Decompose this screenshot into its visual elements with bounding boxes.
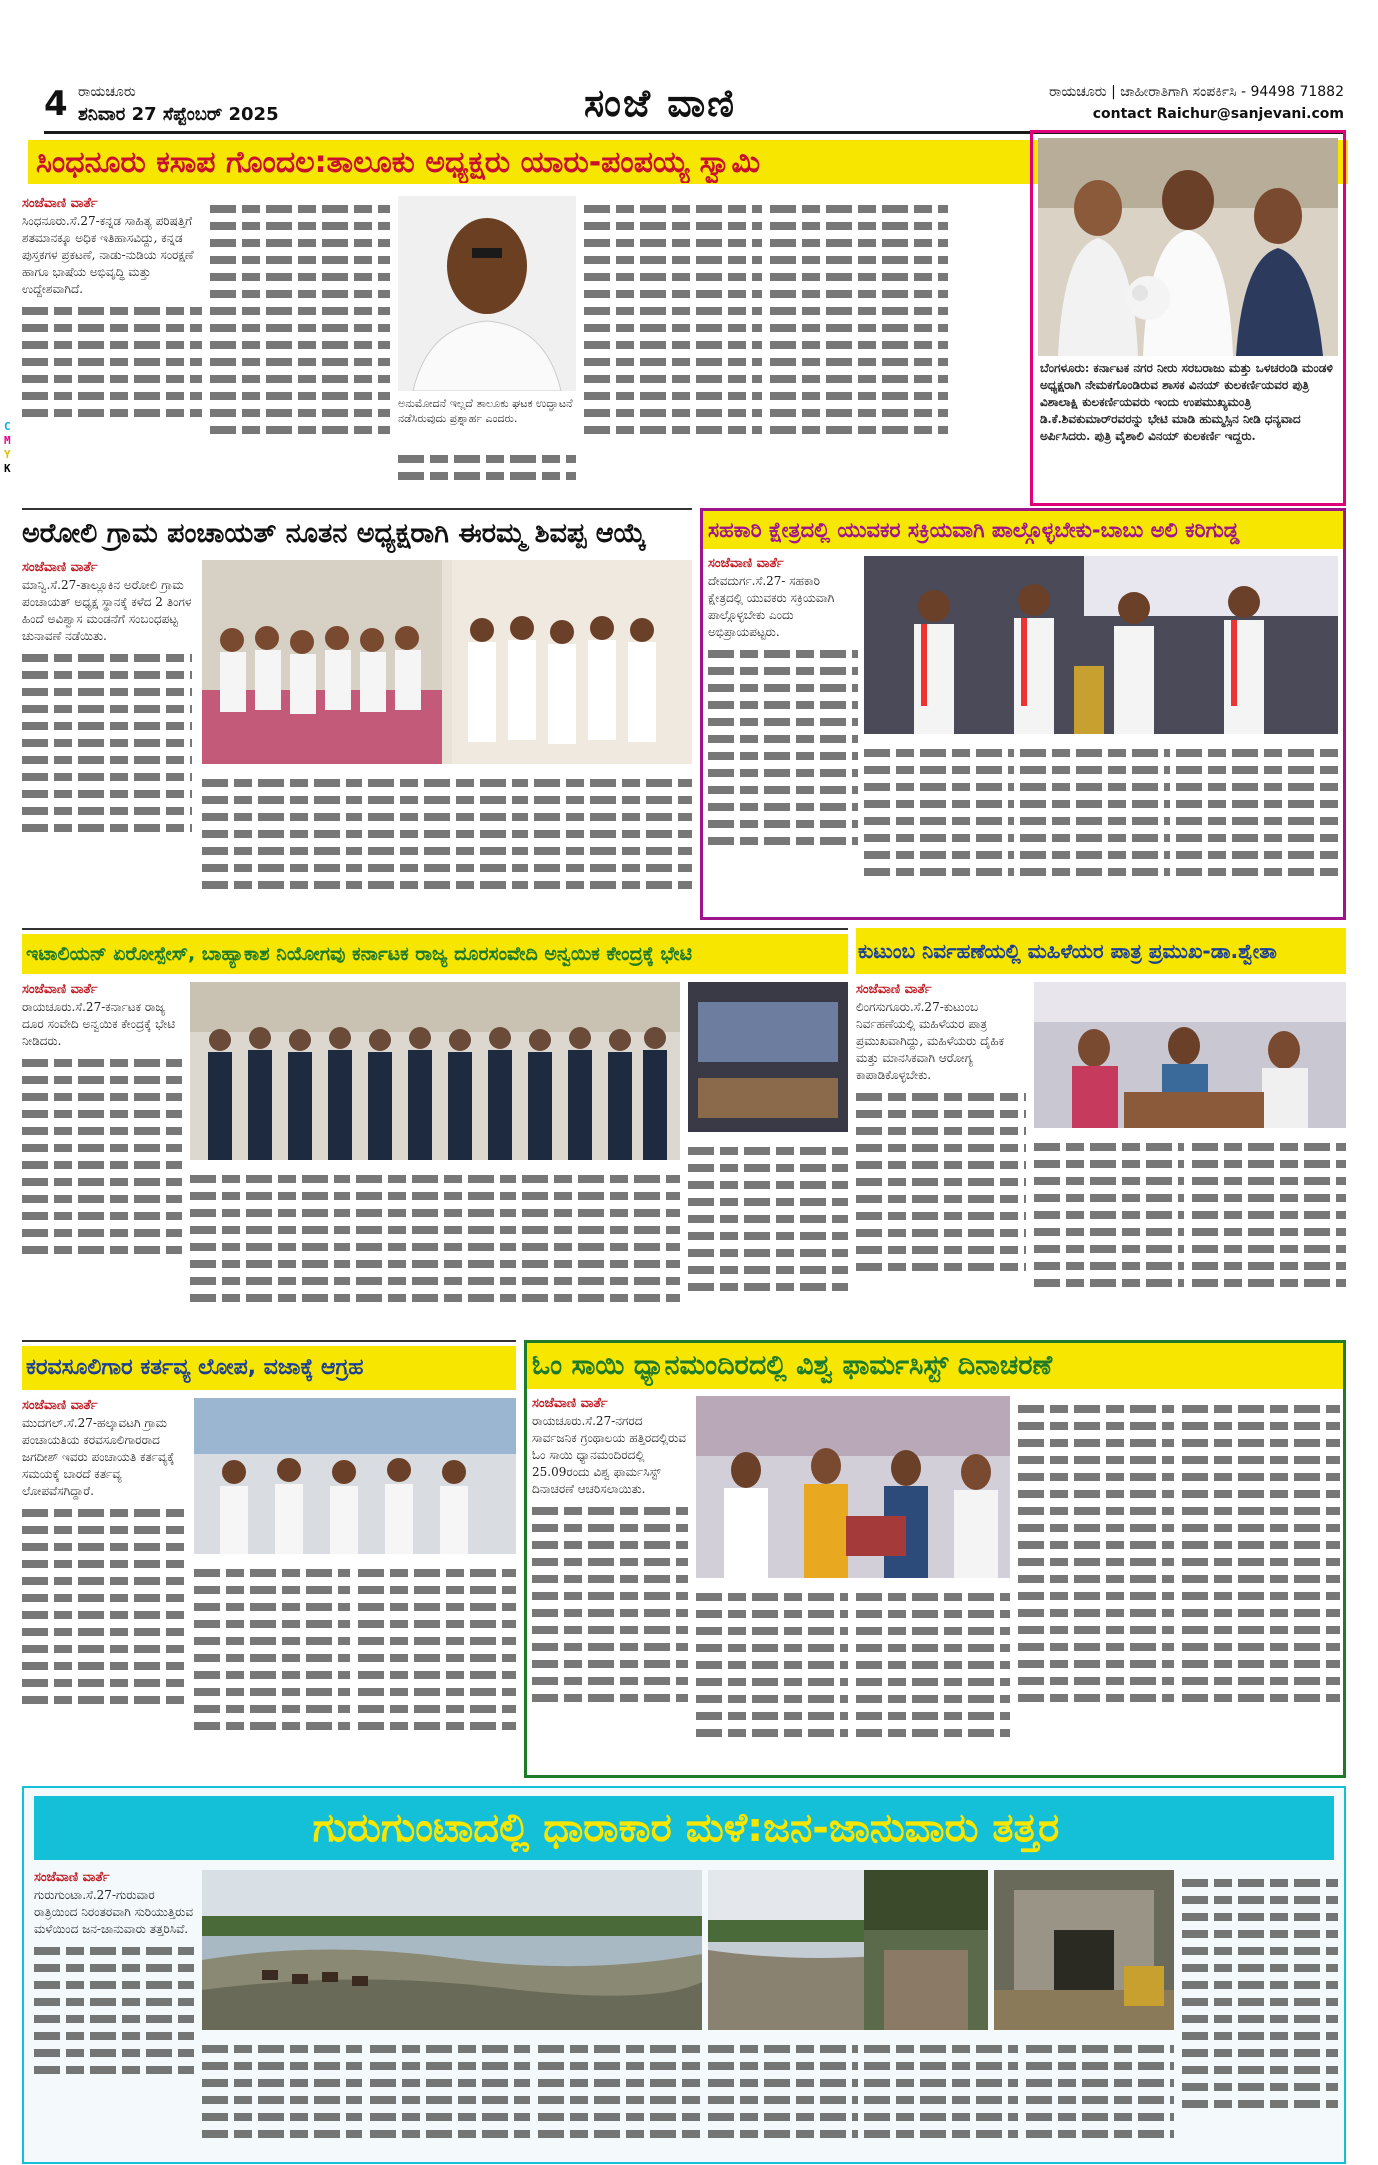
article-body [1182,1870,1338,2162]
article-body: ಸಂಜೆವಾಣಿ ವಾರ್ತೆ ಮಾನ್ವಿ.ಸೆ.27-ತಾಲ್ಲೂಕಿನ ಅರೋಲಿ ಗ್ರಾಮ ಪಂಚಾಯತ್ ಅಧ್ಯಕ್ಷ ಸ್ಥಾನಕ್ಕೆ ಕಳೆದ 2 ತಿಂಗಳ ಹಿಂದೆ ಅವಿಶ್ವಾಸ ಮಂಡನೆಗೆ ಸಂಬಂಧಪಟ್ಟ ಚುನಾವಣೆ ನಡೆಯಿತು. [22,560,192,920]
contact-email: contact Raichur@sanjevani.com [1092,106,1344,122]
divider [22,1340,516,1342]
headline-tax-collector: ಕರವಸೂಲಿಗಾರ ಕರ್ತವ್ಯ ಲೋಪ, ವಜಾಕ್ಕೆ ಆಗ್ರಹ [26,1355,364,1380]
article-body [194,1560,350,1774]
headline-cooperative: ಸಹಕಾರಿ ಕ್ಷೇತ್ರದಲ್ಲಿ ಯುವಕರ ಸಕ್ರಿಯವಾಗಿ ಪಾಲ್ಗೊಳ್ಳಬೇಕು-ಬಾಬು ಅಲಿ ಕರಿಗುಡ್ಡ [708,518,1240,542]
article-body: ಸಂಜೆವಾಣಿ ವಾರ್ತೆ ಗುರುಗುಂಟಾ.ಸೆ.27-ಗುರುವಾರ ರಾತ್ರಿಯಿಂದ ನಿರಂತರವಾಗಿ ಸುರಿಯುತ್ತಿರುವ ಮಳೆಯಿಂದ ಜನ-ಜಾನುವಾರು ತತ್ತರಿಸಿವೆ. [34,1870,194,2162]
masthead [44,80,1344,134]
flood-photo-1 [202,1870,702,2030]
headline-pharmacist-day: ಓಂ ಸಾಯಿ ಧ್ಯಾನಮಂದಿರದಲ್ಲಿ ವಿಶ್ವ ಫಾರ್ಮಸಿಸ್ಟ್ ದಿನಾಚರಣೆ [532,1350,1053,1381]
article-body: ಸಂಜೆವಾಣಿ ವಾರ್ತೆ ರಾಯಚೂರು.ಸೆ.27-ನಗರದ ಸಾರ್ವಜನಿಕ ಗ್ರಂಥಾಲಯ ಹತ್ತಿರದಲ್ಲಿರುವ ಓಂ ಸಾಯಿ ಧ್ಯಾನಮಂದಿರದಲ್ಲಿ 25.09ರಂದು ವಿಶ್ವ ಫಾರ್ಮಸಿಸ್ಟ್ ದಿನಾಚರಣೆ ಆಚರಿಸಲಾಯಿತು. [532,1396,688,1772]
article-body [522,1166,680,1332]
edition-info: ರಾಯಚೂರು | ಜಾಹೀರಾತಿಗಾಗಿ ಸಂಪರ್ಕಿಸಿ - 94498 71882 [1048,84,1344,100]
article-body [696,1584,848,1772]
article-lead: ರಾಯಚೂರು.ಸೆ.27-ಕರ್ನಾಟಕ ರಾಜ್ಯ ದೂರ ಸಂವೇದಿ ಅನ್ವಯಿಕ ಕೇಂದ್ರಕ್ಕೆ ಭೇಟಿ ನೀಡಿದರು. [22,1000,176,1048]
article-body [1020,740,1170,914]
divider [22,508,692,510]
article-body [356,1166,516,1332]
article-body [1026,2036,1174,2162]
felicitation-photo [696,1396,1010,1578]
article-body [202,2036,362,2162]
article-body [1192,1134,1346,1332]
article-body [398,446,576,496]
article-body [864,2036,1018,2162]
side-story-caption: ಬೆಂಗಳೂರು: ಕರ್ನಾಟಕ ನಗರ ನೀರು ಸರಬರಾಜು ಮತ್ತು ಒಳಚರಂಡಿ ಮಂಡಳಿ ಅಧ್ಯಕ್ಷರಾಗಿ ನೇಮಕಗೊಂಡಿರುವ ಶಾಸಕ ವಿನಯ್ ಕುಲಕರ್ಣಿಯವರ ಪುತ್ರಿ ವಿಶಾಲಾಕ್ಷಿ ಕುಲಕರ್ಣಿಯವರು ಇಂದು ಉಪಮುಖ್ಯಮಂತ್ರಿ ಡಿ.ಕೆ.ಶಿವಕುಮಾರ್‌ರವರನ್ನು ಭೇಟಿ ಮಾಡಿ ಹುಮ್ಮಸ್ಸಿನ ನೀಡಿ ಧನ್ಯವಾದ ಅರ್ಪಿಸಿದರು. ಪುತ್ರಿ ವೈಶಾಲಿ ವಿನಯ್ ಕುಲಕರ್ಣಿ ಇದ್ದರು. [1040,361,1333,443]
article-body [1176,740,1338,914]
divider [22,928,848,930]
article-body [370,2036,530,2162]
headline-women-role: ಕುಟುಂಬ ನಿರ್ವಹಣೆಯಲ್ಲಿ ಮಹಿಳೆಯರ ಪಾತ್ರ ಪ್ರಮುಖ-ಡಾ.ಶ್ವೇತಾ [858,939,1277,963]
panchayat-group-photo [202,560,692,764]
health-program-photo [1034,982,1346,1128]
dignitaries-photo [1038,138,1338,356]
article-body [1018,1396,1174,1772]
edition-city: ರಾಯಚೂರು [78,84,136,100]
article-body: ಸಂಜೆವಾಣಿ ವಾರ್ತೆ ರಾಯಚೂರು.ಸೆ.27-ಕರ್ನಾಟಕ ರಾಜ್ಯ ದೂರ ಸಂವೇದಿ ಅನ್ವಯಿಕ ಕೇಂದ್ರಕ್ಕೆ ಭೇಟಿ ನೀಡಿದರು. [22,982,182,1332]
edition-date: ಶನಿವಾರ 27 ಸೆಪ್ಟೆಂಬರ್ 2025 [78,104,279,125]
article-body: ಸಂಜೆವಾಣಿ ವಾರ್ತೆ ದೇವದುರ್ಗ.ಸೆ.27- ಸಹಕಾರಿ ಕ್ಷೇತ್ರದಲ್ಲಿ ಯುವಕರು ಸಕ್ರಿಯವಾಗಿ ಪಾಲ್ಗೊಳ್ಳಬೇಕು ಎಂದು ಅಭಿಪ್ರಾಯಪಟ್ಟರು. [708,556,858,914]
article-body [584,196,762,496]
meeting-photo [688,982,848,1132]
headline-aerospace: ಇಟಾಲಿಯನ್ ಏರೋಸ್ಪೇಸ್, ಬಾಹ್ಯಾಕಾಶ ನಿಯೋಗವು ಕರ್ನಾಟಕ ರಾಜ್ಯ ದೂರಸಂವೇದಿ ಅನ್ವಯಿಕ ಕೇಂದ್ರಕ್ಕೆ ಭೇಟಿ [26,943,693,965]
page-number: 4 [44,84,68,124]
cmyk-marks: C M Y K [4,420,11,475]
article-body [708,2036,858,2162]
article-lead: ಮಾನ್ವಿ.ಸೆ.27-ತಾಲ್ಲೂಕಿನ ಅರೋಲಿ ಗ್ರಾಮ ಪಂಚಾಯತ್ ಅಧ್ಯಕ್ಷ ಸ್ಥಾನಕ್ಕೆ ಕಳೆದ 2 ತಿಂಗಳ ಹಿಂದೆ ಅವಿಶ್ವಾಸ ಮಂಡನೆಗೆ ಸಂಬಂಧಪಟ್ಟ ಚುನಾವಣೆ ನಡೆಯಿತು. [22,578,192,643]
photo-caption: ಅನುಮೋದನೆ ಇಲ್ಲದೆ ತಾಲೂಕು ಘಟಕ ಉದ್ಘಾಟನೆ ನಡೆಸಿರುವುದು ಪ್ರಶ್ನಾರ್ಹ ಎಂದರು. [398,397,573,425]
article-lead: ಮುದಗಲ್.ಸೆ.27-ಹಲ್ಕಾವಟಗಿ ಗ್ರಾಮ ಪಂಚಾಯತಿಯ ಕರವಸೂಲಿಗಾರರಾದ ಜಗದೀಶ್ ಇವರು ಪಂಚಾಯತಿ ಕರ್ತವ್ಯಕ್ಕೆ ಸಮಯಕ್ಕೆ ಬಾರದೆ ಕರ್ತವ್ಯ ಲೋಪವೆಸಗಿದ್ದಾರೆ. [22,1416,175,1498]
article-lead: ದೇವದುರ್ಗ.ಸೆ.27- ಸಹಕಾರಿ ಕ್ಷೇತ್ರದಲ್ಲಿ ಯುವಕರು ಸಕ್ರಿಯವಾಗಿ ಪಾಲ್ಗೊಳ್ಳಬೇಕು ಎಂದು ಅಭಿಪ್ರಾಯಪಟ್ಟರು. [708,574,835,639]
lamp-lighting-photo [864,556,1338,734]
article-body [210,196,390,496]
article-body [864,740,1014,914]
newspaper-logo: ಸಂಜೆ ವಾಣಿ [584,80,737,125]
article-lead: ರಾಯಚೂರು.ಸೆ.27-ನಗರದ ಸಾರ್ವಜನಿಕ ಗ್ರಂಥಾಲಯ ಹತ್ತಿರದಲ್ಲಿರುವ ಓಂ ಸಾಯಿ ಧ್ಯಾನಮಂದಿರದಲ್ಲಿ 25.09ರಂದು ವಿಶ್ವ ಫಾರ್ಮಸಿಸ್ಟ್ ದಿನಾಚರಣೆ ಆಚರಿಸಲಾಯಿತು. [532,1414,686,1496]
article-body: ಸಂಜೆವಾಣಿ ವಾರ್ತೆ ಸಿಂಧನೂರು.ಸೆ.27-ಕನ್ನಡ ಸಾಹಿತ್ಯ ಪರಿಷತ್ತಿಗೆ ಶತಮಾನಕ್ಕೂ ಅಧಿಕ ಇತಿಹಾಸವಿದ್ದು, ಕನ್ನಡ ಪುಸ್ತಕಗಳ ಪ್ರಕಟಣೆ, ನಾಡು-ನುಡಿಯ ಸಂರಕ್ಷಣೆ ಹಾಗೂ ಭಾಷೆಯ ಅಭಿವೃದ್ಧಿ ಮತ್ತು ಉದ್ದೇಶವಾಗಿದೆ. [22,196,202,496]
flood-photo-3 [864,1870,988,2030]
article-body: ಸಂಜೆವಾಣಿ ವಾರ್ತೆ ಮುದಗಲ್.ಸೆ.27-ಹಲ್ಕಾವಟಗಿ ಗ್ರಾಮ ಪಂಚಾಯತಿಯ ಕರವಸೂಲಿಗಾರರಾದ ಜಗದೀಶ್ ಇವರು ಪಂಚಾಯತಿ ಕರ್ತವ್ಯಕ್ಕೆ ಸಮಯಕ್ಕೆ ಬಾರದೆ ಕರ್ತವ್ಯ ಲೋಪವೆಸಗಿದ್ದಾರೆ. [22,1398,186,1774]
flooded-temple-photo [994,1870,1174,2030]
article-lead: ಸಿಂಧನೂರು.ಸೆ.27-ಕನ್ನಡ ಸಾಹಿತ್ಯ ಪರಿಷತ್ತಿಗೆ ಶತಮಾನಕ್ಕೂ ಅಧಿಕ ಇತಿಹಾಸವಿದ್ದು, ಕನ್ನಡ ಪುಸ್ತಕಗಳ ಪ್ರಕಟಣೆ, ನಾಡು-ನುಡಿಯ ಸಂರಕ್ಷಣೆ ಹಾಗೂ ಭಾಷೆಯ ಅಭಿವೃದ್ಧಿ ಮತ್ತು ಉದ್ದೇಶವಾಗಿದೆ. [22,214,194,296]
headline-aroli: ಅರೋಲಿ ಗ್ರಾಮ ಪಂಚಾಯತ್ ನೂತನ ಅಧ್ಯಕ್ಷರಾಗಿ ಈರಮ್ಮ ಶಿವಪ್ಪ ಆಯ್ಕೆ [22,518,647,549]
article-body [202,770,362,920]
portrait-photo [398,196,576,391]
article-lead: ಗುರುಗುಂಟಾ.ಸೆ.27-ಗುರುವಾರ ರಾತ್ರಿಯಿಂದ ನಿರಂತರವಾಗಿ ಸುರಿಯುತ್ತಿರುವ ಮಳೆಯಿಂದ ಜನ-ಜಾನುವಾರು ತತ್ತರಿಸಿವೆ. [34,1888,194,1936]
article-body [534,770,692,920]
headline-kasapa: ಸಿಂಧನೂರು ಕಸಾಪ ಗೊಂದಲ:ತಾಲೂಕು ಅಧ್ಯಕ್ಷರು ಯಾರು-ಪಂಪಯ್ಯ ಸ್ವಾಮಿ [36,145,761,180]
article-body [1182,1396,1340,1772]
protest-photo [194,1398,516,1554]
article-body [538,2036,702,2162]
article-body [358,1560,516,1774]
article-body [688,1138,848,1332]
article-body [856,1584,1010,1772]
headline-rain: ಗುರುಗುಂಟಾದಲ್ಲಿ ಧಾರಾಕಾರ ಮಳೆ:ಜನ-ಜಾನುವಾರು ತತ್ತರ [312,1805,1060,1851]
article-lead: ಲಿಂಗಸುಗೂರು.ಸೆ.27-ಕುಟುಂಬ ನಿರ್ವಹಣೆಯಲ್ಲಿ ಮಹಿಳೆಯರ ಪಾತ್ರ ಪ್ರಮುಖವಾಗಿದ್ದು, ಮಹಿಳೆಯರು ದೈಹಿಕ ಮತ್ತು ಮಾನಸಿಕವಾಗಿ ಆರೋಗ್ಯ ಕಾಪಾಡಿಕೊಳ್ಳಬೇಕು. [856,1000,1004,1082]
article-body [190,1166,350,1332]
article-body [1034,1134,1184,1332]
article-body [856,196,1022,496]
article-body [368,770,528,920]
article-body: ಸಂಜೆವಾಣಿ ವಾರ್ತೆ ಲಿಂಗಸುಗೂರು.ಸೆ.27-ಕುಟುಂಬ ನಿರ್ವಹಣೆಯಲ್ಲಿ ಮಹಿಳೆಯರ ಪಾತ್ರ ಪ್ರಮುಖವಾಗಿದ್ದು, ಮಹಿಳೆಯರು ದೈಹಿಕ ಮತ್ತು ಮಾನಸಿಕವಾಗಿ ಆರೋಗ್ಯ ಕಾಪಾಡಿಕೊಳ್ಳಬೇಕು. [856,982,1026,1332]
delegation-group-photo [190,982,680,1160]
